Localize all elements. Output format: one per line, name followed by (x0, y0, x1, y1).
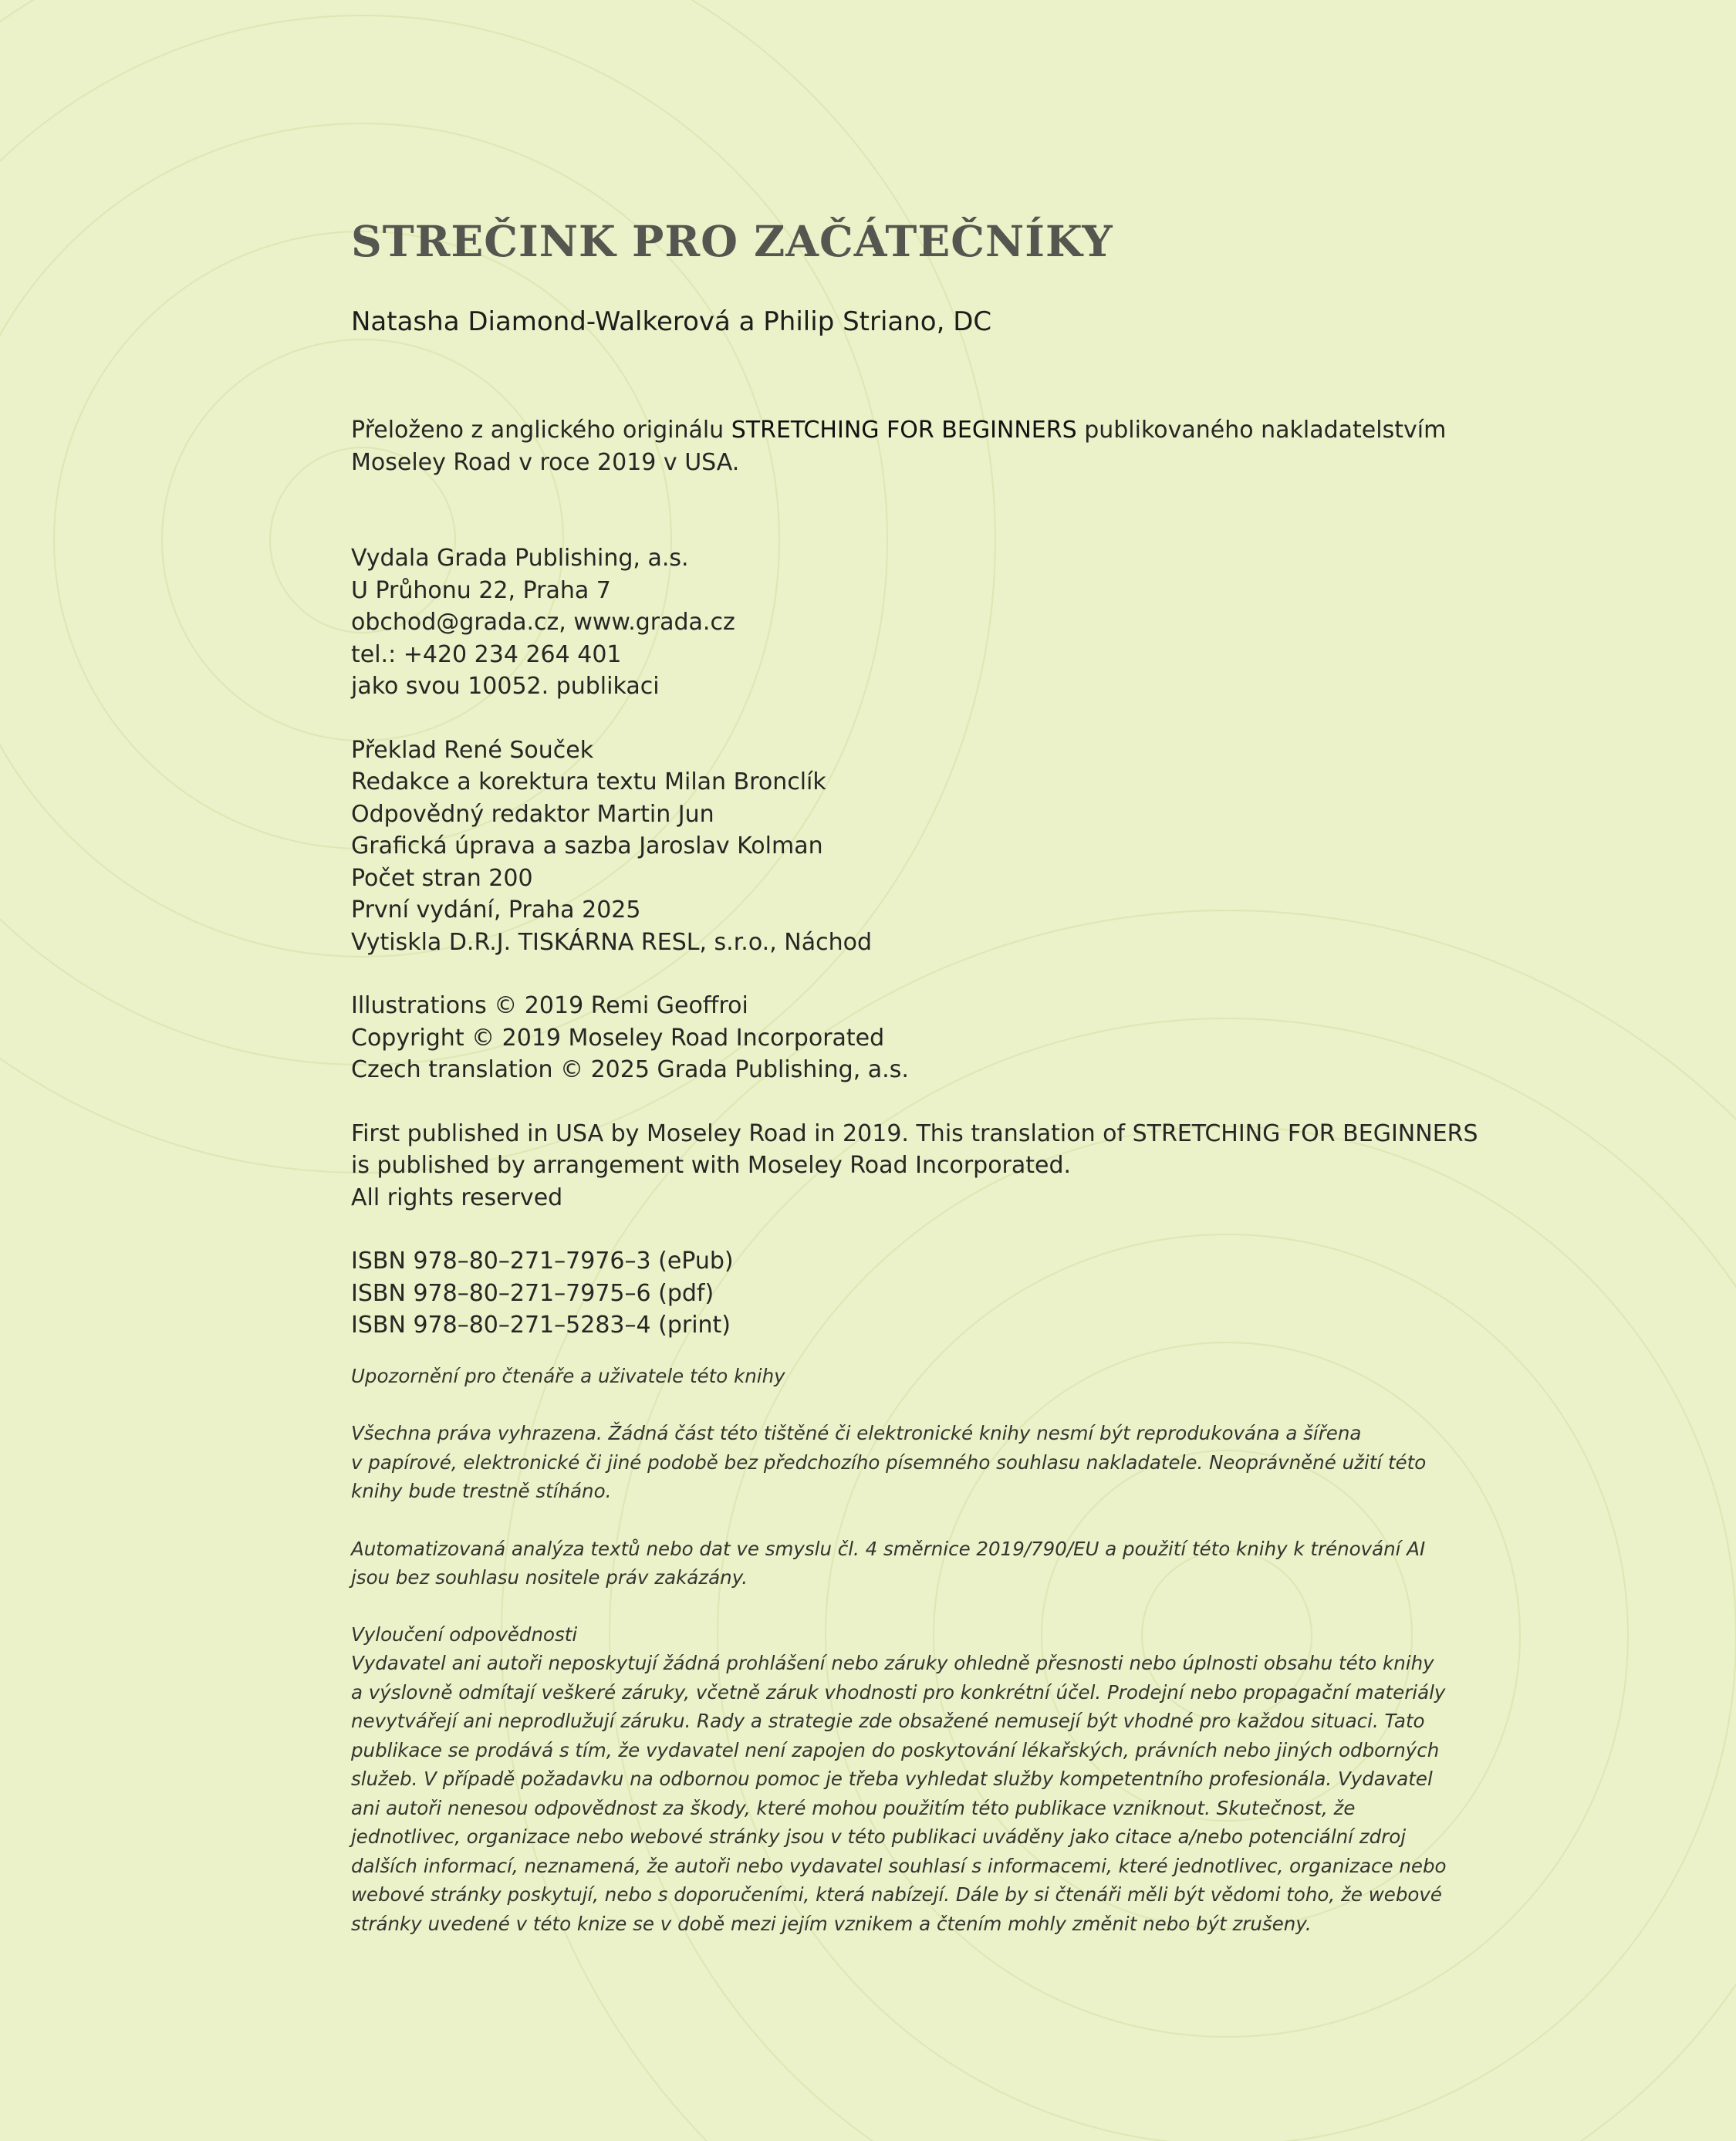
imprint-page (351, 216, 1516, 1938)
credits-line: Redakce a korektura textu Milan Bronclík (351, 768, 826, 795)
credits-line: Vytiskla D.R.J. TISKÁRNA RESL, s.r.o., Náchod (351, 928, 872, 956)
credits-line: Odpovědný redaktor Martin Jun (351, 800, 714, 828)
original-title: STRETCHING FOR BEGINNERS (731, 417, 1077, 444)
ai-notice-line: jsou bez souhlasu nositele práv zakázány. (351, 1566, 748, 1589)
disclaimer-line: nevytvářejí ani neprodlužují záruku. Rady a strategie zde obsažené nemusejí být vhodné pro každou situaci. Tato (351, 1710, 1425, 1732)
first-published-line: All rights reserved (351, 1184, 563, 1211)
copyright-block (351, 990, 1516, 1086)
isbn-line: ISBN 978–80–271–5283–4 (print) (351, 1312, 731, 1339)
disclaimer-line: dalších informací, neznamená, že autoři nebo vydavatel souhlasí s informacemi, které jednotlivec, organizace nebo (351, 1854, 1447, 1877)
first-published-line: First published in USA by Moseley Road in 2019. This translation of STRETCHING FOR BEGINNERS (351, 1119, 1478, 1147)
copyright-line: Illustrations © 2019 Remi Geoffroi (351, 992, 748, 1019)
translation-prefix: Přeloženo z anglického originálu (351, 417, 731, 444)
copyright-line: Czech translation © 2025 Grada Publishing, a.s. (351, 1056, 909, 1083)
translation-note (351, 414, 1516, 478)
ai-notice-line: Automatizovaná analýza textů nebo dat ve smyslu čl. 4 směrnice 2019/790/EU a použití této knihy k trénování AI (351, 1537, 1426, 1560)
publisher-line: obchod@grada.cz, www.grada.cz (351, 609, 735, 636)
publisher-line: U Průhonu 22, Praha 7 (351, 576, 611, 604)
copyright-line: Copyright © 2019 Moseley Road Incorporated (351, 1024, 885, 1052)
ai-notice (351, 1535, 1516, 1592)
translation-suffix: publikovaného nakladatelstvím (1076, 417, 1447, 444)
rights-notice (351, 1419, 1516, 1506)
credits-block (351, 734, 1516, 959)
disclaimer-line: Vydavatel ani autoři neposkytují žádná prohlášení nebo záruky ohledně přesnosti nebo úplnosti obsahu této knihy (351, 1652, 1434, 1674)
credits-line: Grafická úprava a sazba Jaroslav Kolman (351, 832, 823, 859)
disclaimer-title: Vyloučení odpovědnosti (351, 1623, 578, 1646)
disclaimer-line: služeb. V případě požadavku na odbornou pomoc je třeba vyhledat služby kompetentního profesionála. Vydavatel (351, 1768, 1433, 1790)
rights-notice-line: v papírové, elektronické či jiné podobě bez předchozího písemného souhlasu nakladatele. Neoprávněné užití této (351, 1450, 1427, 1474)
publisher-line: Vydala Grada Publishing, a.s. (351, 545, 689, 572)
first-published-line: is published by arrangement with Moseley Road Incorporated. (351, 1152, 1072, 1179)
credits-line: První vydání, Praha 2025 (351, 897, 641, 924)
first-published-block (351, 1118, 1516, 1214)
disclaimer (351, 1620, 1516, 1939)
rights-notice-line: knihy bude trestně stíháno. (351, 1480, 612, 1502)
disclaimer-line: stránky uvedené v této knize se v době mezi jejím vznikem a čtením mohly změnit nebo být zrušeny. (351, 1912, 1312, 1935)
disclaimer-line: a výslovně odmítají veškeré záruky, včetně záruk vhodnosti pro konkrétní účel. Prodejní nebo propagační materiály (351, 1680, 1446, 1704)
isbn-line: ISBN 978–80–271–7976–3 (ePub) (351, 1248, 734, 1275)
disclaimer-line: ani autoři nenesou odpovědnost za škody, které mohou použitím této publikace vzniknout. Skutečnost, že (351, 1796, 1356, 1819)
disclaimer-line: jednotlivec, organizace nebo webové stránky jsou v této publikaci uváděny jako citace a/nebo potenciální zdroj (351, 1825, 1407, 1848)
publisher-line: tel.: +420 234 264 401 (351, 640, 622, 668)
isbn-line: ISBN 978–80–271–7975–6 (pdf) (351, 1279, 714, 1307)
publisher-line: jako svou 10052. publikaci (351, 673, 660, 700)
book-authors: Natasha Diamond-Walkerová a Philip Striano, DC (351, 306, 992, 337)
disclaimer-line: publikace se prodává s tím, že vydavatel není zapojen do poskytování lékařských, právních nebo jiných odborných (351, 1738, 1440, 1761)
isbn-block (351, 1245, 1516, 1342)
credits-line: Počet stran 200 (351, 864, 533, 892)
credits-line: Překlad René Souček (351, 736, 594, 764)
rights-notice-line: Všechna práva vyhrazena. Žádná část této tištěné či elektronické knihy nesmí být reprodukována a šířena (351, 1422, 1362, 1444)
notice-title: Upozornění pro čtenáře a uživatele této knihy (351, 1364, 785, 1387)
publisher-block (351, 542, 1516, 703)
translation-note-line: Moseley Road v roce 2019 v USA. (351, 448, 740, 476)
book-title: STREČINK PRO ZAČÁTEČNÍKY (351, 216, 1113, 266)
disclaimer-line: webové stránky poskytují, nebo s doporučeními, která nabízejí. Dále by si čtenáři měli být vědomi toho, že webové (351, 1883, 1442, 1906)
translation-note-line (351, 414, 1516, 447)
